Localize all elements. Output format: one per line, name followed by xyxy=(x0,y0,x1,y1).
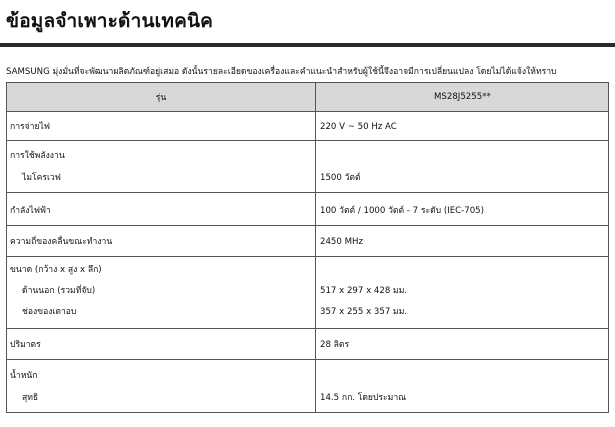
table-row xyxy=(7,360,609,413)
row-label: น้ำหนัก xyxy=(10,371,38,381)
row-value: 517 x 297 x 428 มม. xyxy=(320,286,408,296)
table-row xyxy=(7,226,609,257)
row-value: 100 วัตต์ / 1000 วัตต์ - 7 ระดับ (IEC-705) xyxy=(320,206,485,216)
row-value: 14.5 กก. โดยประมาณ xyxy=(320,393,407,403)
model-header-value: MS28J5255** xyxy=(316,83,609,112)
row-label: ความถี่ของคลื่นขณะทำงาน xyxy=(10,237,113,247)
row-value: 357 x 255 x 357 มม. xyxy=(320,307,408,317)
row-value: 28 ลิตร xyxy=(320,340,350,350)
row-value: 2450 MHz xyxy=(320,237,363,247)
row-sublabel: ด้านนอก (รวมที่จับ) xyxy=(22,286,96,296)
table-row xyxy=(7,112,609,141)
row-sublabel: สุทธิ xyxy=(22,393,39,403)
row-sublabel: ไมโครเวฟ xyxy=(22,173,61,183)
table-row xyxy=(7,257,609,329)
specifications-table xyxy=(6,82,609,413)
table-row xyxy=(7,329,609,360)
disclaimer-note: SAMSUNG มุ่งมั่นที่จะพัฒนาผลิตภัณฑ์อยู่เสมอ ดังนั้นรายละเอียดของเครื่องและคำแนะนำสำหรับผู้ใช้นี้จึงอาจมีการเปลี่ยนแปลง โดยไม่ได้แจ้งให้ทราบ xyxy=(6,67,557,77)
row-value: 220 V ~ 50 Hz AC xyxy=(320,122,397,132)
row-value: 1500 วัตต์ xyxy=(320,173,361,183)
table-row xyxy=(7,141,609,193)
title-divider xyxy=(0,43,615,47)
page-title: ข้อมูลจำเพาะด้านเทคนิค xyxy=(6,10,214,32)
row-sublabel: ช่องของเตาอบ xyxy=(22,307,77,317)
row-label: การใช้พลังงาน xyxy=(10,151,65,161)
row-label: ขนาด (กว้าง x สูง x ลึก) xyxy=(10,265,102,275)
row-label: การจ่ายไฟ xyxy=(10,122,50,132)
table-header-row xyxy=(7,83,609,112)
row-label: กำลังไฟฟ้า xyxy=(10,206,51,216)
model-header-label: รุ่น xyxy=(7,83,316,112)
table-row xyxy=(7,193,609,226)
row-label: ปริมาตร xyxy=(10,340,41,350)
